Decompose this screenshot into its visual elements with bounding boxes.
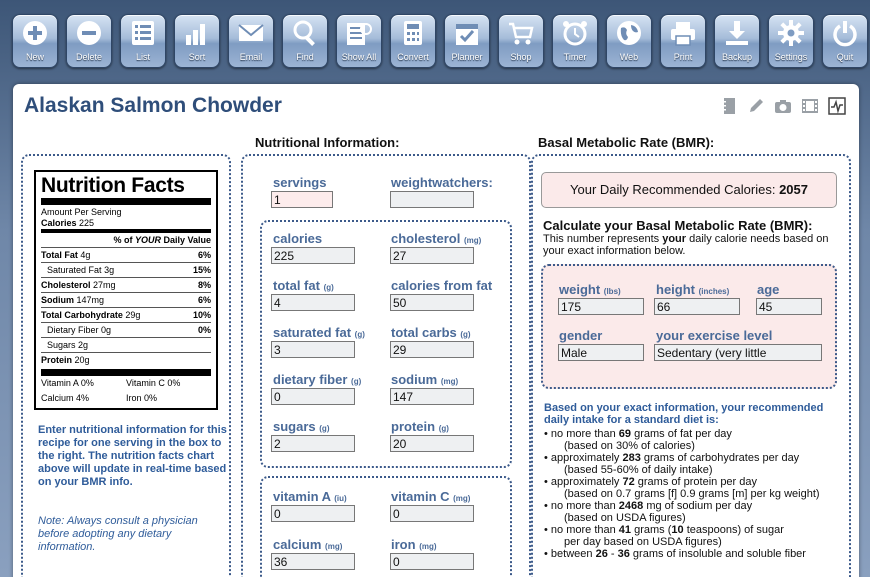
bmr-description: This number represents your daily calorie needs based on your exact information below.	[543, 233, 829, 257]
calculator-icon	[398, 17, 428, 49]
weightwatchers-input[interactable]	[390, 191, 474, 208]
magnifier-icon	[290, 17, 320, 49]
nutrient-row: Cholesterol 27mg 8%	[41, 277, 211, 292]
printer-icon	[668, 17, 698, 49]
sodium-input[interactable]	[390, 388, 474, 405]
alarm-clock-icon	[560, 17, 590, 49]
nutrition-chart-icon[interactable]	[827, 96, 847, 116]
vitamin-c-input[interactable]	[390, 505, 474, 522]
toolbar	[12, 14, 864, 70]
vitamin-a-label: vitamin A (iu)	[273, 489, 347, 504]
age-input[interactable]	[756, 298, 822, 315]
web-button[interactable]: Web	[606, 14, 652, 68]
intake-item: • no more than 69 grams of fat per day (based on 30% of calories)	[544, 428, 844, 452]
notebook-icon[interactable]	[719, 96, 739, 116]
envelope-icon	[236, 17, 266, 49]
saturated-fat-label: saturated fat (g)	[273, 325, 365, 340]
daily-value-header: % of YOUR Daily Value	[41, 229, 211, 247]
shop-button[interactable]: Shop	[498, 14, 544, 68]
list-button[interactable]: List	[120, 14, 166, 68]
weight-input[interactable]	[558, 298, 644, 315]
bmr-heading: Basal Metabolic Rate (BMR):	[538, 135, 715, 150]
weightwatchers-label: weightwatchers:	[391, 175, 493, 190]
total-carbs-input[interactable]	[390, 341, 474, 358]
nutrient-row: Protein 20g	[41, 352, 211, 367]
backup-button[interactable]: Backup	[714, 14, 760, 68]
label-calories: Calories 225	[41, 218, 95, 228]
show-all-button[interactable]: Show All	[336, 14, 382, 68]
nutrient-rows	[41, 247, 211, 367]
quit-button[interactable]: Quit	[822, 14, 868, 68]
calcium-input[interactable]	[271, 553, 355, 570]
nutrient-row: Total Carbohydrate 29g 10%	[41, 307, 211, 322]
delete-button[interactable]: Delete	[66, 14, 112, 68]
timer-button[interactable]: Timer	[552, 14, 598, 68]
cholesterol-input[interactable]	[390, 247, 474, 264]
servings-label: servings	[273, 175, 327, 190]
download-icon	[722, 17, 752, 49]
recommended-calories-value: 2057	[779, 182, 808, 197]
calcium-label: calcium (mg)	[273, 537, 343, 552]
cholesterol-label: cholesterol (mg)	[391, 231, 482, 246]
calories-from-fat-input[interactable]	[390, 294, 474, 311]
dietary-fiber-label: dietary fiber (g)	[273, 372, 362, 387]
exercise-label: your exercise level	[656, 328, 773, 343]
vitamin-c-label: vitamin C (mg)	[391, 489, 471, 504]
planner-button[interactable]: Planner	[444, 14, 490, 68]
cart-icon	[506, 17, 536, 49]
calories-from-fat-label: calories from fat	[391, 278, 493, 293]
show-all-icon	[344, 17, 374, 49]
film-icon[interactable]	[800, 96, 820, 116]
calories-input[interactable]	[271, 247, 355, 264]
left-note-text: Note: Always consult a physician before adopting any dietary information.	[38, 515, 198, 553]
iron-label: iron (mg)	[391, 537, 437, 552]
gender-label: gender	[559, 328, 603, 343]
recommended-calories-box: Your Daily Recommended Calories: 2057	[541, 172, 837, 208]
total-fat-input[interactable]	[271, 294, 355, 311]
bar-chart-icon	[182, 17, 212, 49]
protein-input[interactable]	[390, 435, 474, 452]
intake-item: • approximately 283 grams of carbohydrates per day (based 55-60% of daily intake)	[544, 452, 844, 476]
sodium-label: sodium (mg)	[391, 372, 459, 387]
power-icon	[830, 17, 860, 49]
settings-button[interactable]: Settings	[768, 14, 814, 68]
nutritional-info-heading: Nutritional Information:	[255, 135, 400, 150]
weight-label: weight (lbs)	[559, 282, 621, 297]
intake-item: • no more than 2468 mg of sodium per day (based on USDA figures)	[544, 500, 844, 524]
pencil-icon[interactable]	[746, 96, 766, 116]
vitamin-a-input[interactable]	[271, 505, 355, 522]
convert-button[interactable]: Convert	[390, 14, 436, 68]
protein-label: protein (g)	[391, 419, 449, 434]
minus-circle-icon	[74, 17, 104, 49]
globe-icon	[614, 17, 644, 49]
intake-item: • between 26 - 36 grams of insoluble and soluble fiber	[544, 548, 844, 560]
total-carbs-label: total carbs (g)	[391, 325, 471, 340]
camera-icon[interactable]	[773, 96, 793, 116]
nutrient-row: Sodium 147mg 6%	[41, 292, 211, 307]
height-input[interactable]	[654, 298, 740, 315]
list-icon	[128, 17, 158, 49]
plus-circle-icon	[20, 17, 50, 49]
intake-heading: Based on your exact information, your recommended daily intake for a standard diet is:	[544, 402, 824, 426]
amount-per-serving: Amount Per Serving	[41, 207, 122, 217]
nutrient-row: Dietary Fiber 0g 0%	[41, 322, 211, 337]
nutrient-row: Saturated Fat 3g 15%	[41, 262, 211, 277]
nutrition-facts-label	[34, 170, 218, 410]
sort-button[interactable]: Sort	[174, 14, 220, 68]
exercise-select[interactable]	[654, 344, 822, 361]
nutrient-row: Total Fat 4g 6%	[41, 247, 211, 262]
new-button[interactable]: New	[12, 14, 58, 68]
recipe-panel	[13, 84, 859, 577]
nutrient-row: Sugars 2g	[41, 337, 211, 352]
calories-label: calories	[273, 231, 323, 246]
vitamin-row-1: Vitamin A 0% Vitamin C 0%	[41, 378, 181, 388]
height-label: height (inches)	[656, 282, 730, 297]
header-icons	[719, 96, 847, 116]
email-button[interactable]: Email	[228, 14, 274, 68]
calendar-icon	[452, 17, 482, 49]
gear-icon	[776, 17, 806, 49]
sugars-label: sugars (g)	[273, 419, 330, 434]
saturated-fat-input[interactable]	[271, 341, 355, 358]
print-button[interactable]: Print	[660, 14, 706, 68]
iron-input[interactable]	[390, 553, 474, 570]
sugars-input[interactable]	[271, 435, 355, 452]
intake-list	[544, 428, 844, 560]
servings-input[interactable]	[271, 191, 333, 208]
find-button[interactable]: Find	[282, 14, 328, 68]
age-label: age	[757, 282, 780, 297]
dietary-fiber-input[interactable]	[271, 388, 355, 405]
intake-item: • no more than 41 grams (10 teaspoons) of sugar per day based on USDA figures)	[544, 524, 844, 548]
gender-select[interactable]	[558, 344, 644, 361]
intake-item: • approximately 72 grams of protein per day (based on 0.7 grams [f] 0.9 grams [m] per kg weight)	[544, 476, 844, 500]
nutrition-facts-title: Nutrition Facts	[41, 175, 211, 205]
left-info-text: Enter nutritional information for this recipe for one serving in the box to the right. The nutrition facts chart above will update in real-time based on your BMR info.	[38, 424, 227, 488]
recipe-title: Alaskan Salmon Chowder	[24, 94, 282, 117]
total-fat-label: total fat (g)	[273, 278, 334, 293]
bmr-calc-heading: Calculate your Basal Metabolic Rate (BMR):	[543, 218, 813, 233]
vitamin-row-2: Calcium 4% Iron 0%	[41, 393, 158, 403]
